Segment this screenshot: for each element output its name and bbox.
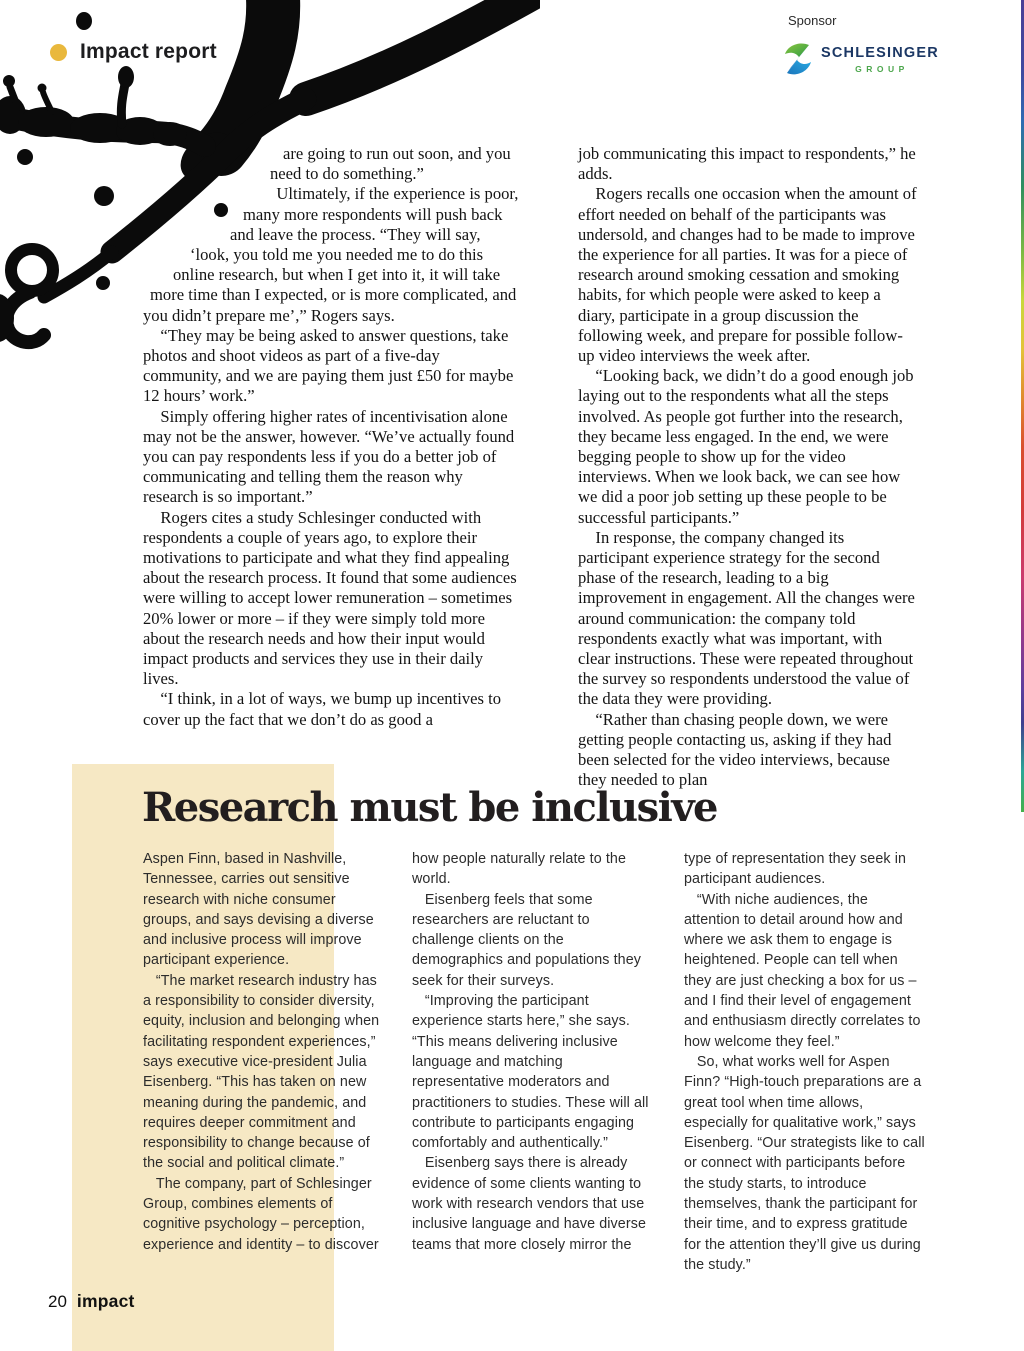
paragraph: The company, part of Schlesinger Group, combines elements of cognitive psychology – perception, experience and identity – to discover <box>143 1175 379 1253</box>
paragraph: Rogers recalls one occasion when the amount of effort needed on behalf of the participants was undersold, and changes had to be made to improve the experience for all parties. It was for a piece of research around smoking cessation and smoking habits, for which people were asked to keep a diary, participate in a group discussion the following week, and prepare for possible follow-up video interviews the week after. <box>578 184 917 366</box>
sponsor-subname: GROUP <box>855 64 909 74</box>
feature-column-3 <box>684 849 925 1275</box>
feature-column-1 <box>143 849 381 1255</box>
sponsor-logo-text <box>821 45 939 74</box>
page-footer <box>48 1291 135 1312</box>
paragraph: “With niche audiences, the attention to detail around how and where we ask them to engage is heightened. People can tell when they are just checking a box for us – and I find their level of engagement and enthusiasm directly correlates to how welcome they feel.” <box>684 891 921 1050</box>
paragraph: Simply offering higher rates of incentivisation alone may not be the answer, however. “We’ve actually found you can pay respondents less if you do a better job of communicating and telling them the reason why research is so important.” <box>143 406 515 507</box>
paragraph: Eisenberg says there is already evidence of some clients wanting to work with research vendors that use inclusive language and have diverse teams that more closely mirror the <box>412 1155 646 1253</box>
impact-brand-logo: impact <box>76 1291 135 1311</box>
article-column-1 <box>143 144 520 730</box>
ink-wrap-spacer <box>143 265 173 285</box>
article-column-2 <box>578 144 918 791</box>
paragraph: Aspen Finn, based in Nashville, Tennessee, carries out sensitive research with niche consumer groups, and says devising a diverse and inclusive process will improve participant experience. <box>143 851 374 969</box>
paragraph: are going to run out soon, and you need to do something.” <box>270 144 511 184</box>
paragraph: “They may be being asked to answer questions, take photos and shoot videos as part of a five-day community, and we are paying them just £50 for maybe 12 hours’ work.” <box>143 325 514 406</box>
paragraph: In response, the company changed its participant experience strategy for the second phase of the research, leading to a big improvement in engagement. All the changes were around communication: the company told respondents exactly what was important, with clear instructions. These were repeated throughout the survey so respondents understood the value of the data they were providing. <box>578 527 915 709</box>
sponsor-name: SCHLESINGER <box>821 45 939 61</box>
paragraph: “Rather than chasing people down, we were getting people contacting us, asking if they had been selected for the video interviews, because they needed to plan <box>578 709 892 790</box>
page-number: 20 <box>48 1292 67 1311</box>
sponsor-label: Sponsor <box>788 13 837 28</box>
paragraph: type of representation they seek in participant audiences. <box>684 851 907 888</box>
ink-wrap-spacer <box>143 144 283 164</box>
ink-wrap-spacer <box>143 205 243 225</box>
yellow-dot-icon <box>50 44 67 61</box>
paragraph: “Improving the participant experience starts here,” she says. “This means delivering inclusive language and matching representative moderators and practitioners to studies. These will all contribute to participants engaging comfortably and authentically.” <box>412 993 649 1152</box>
paragraph: “I think, in a lot of ways, we bump up incentives to cover up the fact that we don’t do as good a <box>143 689 501 729</box>
ink-wrap-spacer <box>143 245 190 265</box>
ink-wrap-spacer <box>143 285 150 305</box>
ink-wrap-spacer <box>143 164 270 184</box>
paragraph: Ultimately, if the experience is poor, many more respondents will push back and leave the process. “They will say, ‘look, you told me you needed me to do this online research, but when I get into it, it will take more time than I expected, or is more complicated, and you didn’t prepare me’,” Rogers says. <box>143 184 519 325</box>
feature-column-2 <box>412 849 652 1255</box>
paragraph: job communicating this impact to respondents,” he adds. <box>578 144 916 184</box>
section-label: Impact report <box>80 40 217 63</box>
schlesinger-s-icon <box>782 40 814 78</box>
sponsor-logo <box>782 40 939 78</box>
paragraph: So, what works well for Aspen Finn? “High-touch preparations are a great tool when time allows, especially for qualitative work,” says Eisenberg. “Our strategists like to call or connect with participants before the study starts, to introduce themselves, thank the participant for their time, and to express gratitude for the attention they’ll give us during the study.” <box>684 1053 925 1273</box>
ink-wrap-spacer <box>143 225 230 245</box>
paragraph: Rogers cites a study Schlesinger conducted with respondents a couple of years ago, to explore their motivations to participate and what they find appealing about the research process. It found that some audiences were willing to accept lower remuneration – sometimes 20% lower or more – if they were simply told more about the research needs and how their input would impact products and services they use in their daily lives. <box>143 507 517 689</box>
paragraph: “Looking back, we didn’t do a good enough job laying out to the respondents what all the steps involved. As people got further into the research, they became less engaged. In the end, we were begging people to show up for the video interviews. When we look back, we can see how we did a poor job setting up these people to be successful participants.” <box>578 366 914 527</box>
section-tag <box>50 40 217 64</box>
ink-wrap-spacer <box>143 184 259 204</box>
paragraph: “The market research industry has a responsibility to consider diversity, equity, inclusion and belonging when facilitating respondent experiences,” says executive vice-president Julia Eisenberg. “This has taken on new meaning during the pandemic, and requires deeper commitment and responsibility to change because of the social and political climate.” <box>143 972 380 1172</box>
feature-box-title: Research must be inclusive <box>142 784 718 831</box>
paragraph: how people naturally relate to the world. <box>412 851 627 888</box>
paragraph: Eisenberg feels that some researchers are reluctant to challenge clients on the demographics and populations they seek for their surveys. <box>412 891 642 989</box>
